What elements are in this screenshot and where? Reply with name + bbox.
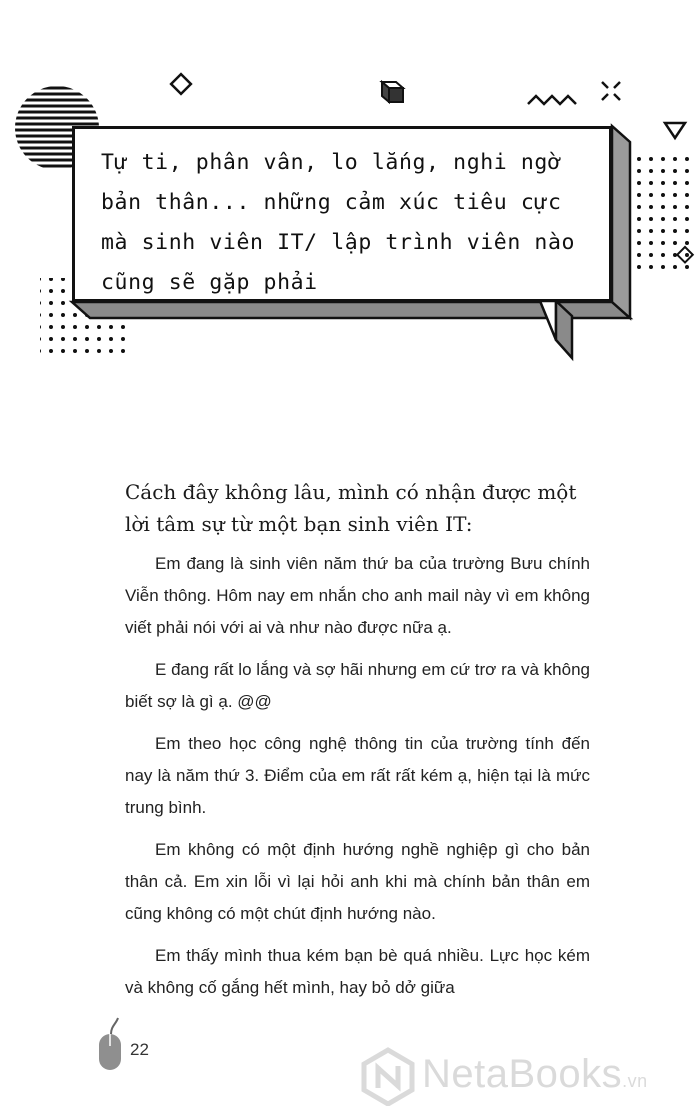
watermark: [360, 1046, 680, 1110]
letter-paragraph-2: E đang rất lo lắng và sợ hãi nhưng em cứ trơ ra và không biết sợ là gì ạ. @@: [125, 660, 590, 711]
title-line-4: cũng sẽ gặp phải: [101, 270, 318, 295]
title-line-3: mà sinh viên IT/ lập trình viên nào: [101, 230, 576, 255]
computer-mouse-icon: [96, 1014, 126, 1074]
watermark-suffix: .vn: [622, 1071, 648, 1091]
letter-paragraph-5: Em thấy mình thua kém bạn bè quá nhiều. Lực học kém và không cố gắng hết mình, hay bỏ dở giữa: [125, 946, 590, 997]
diamond-outline-icon: [171, 74, 191, 94]
page-number: 22: [130, 1040, 149, 1059]
watermark-brand: NetaBooks: [422, 1052, 623, 1096]
cross-mark-icon: [602, 82, 620, 100]
netabooks-logo-icon: [360, 1046, 416, 1106]
chapter-title-box: [72, 126, 612, 302]
triangle-outline-icon: [665, 123, 685, 138]
title-line-2: bản thân... những cảm xúc tiêu cực: [101, 190, 562, 215]
cube-icon: [382, 82, 403, 102]
intro-paragraph: Cách đây không lâu, mình có nhận được một lời tâm sự từ một bạn sinh viên IT:: [125, 480, 577, 536]
letter-paragraph-1: Em đang là sinh viên năm thứ ba của trường Bưu chính Viễn thông. Hôm nay em nhắn cho anh mail này vì em không viết phải nói với ai và như nào được nữa ạ.: [125, 554, 590, 637]
zigzag-icon: [528, 96, 576, 104]
letter-paragraph-4: Em không có một định hướng nghề nghiệp gì cho bản thân cả. Em xin lỗi vì lại hỏi anh khi mà chính bản thân em cũng không có một chút định hướng nào.: [125, 840, 590, 923]
title-line-1: Tự ti, phân vân, lo lắng, nghi ngờ: [101, 150, 562, 175]
letter-paragraph-3: Em theo học công nghệ thông tin của trường tính đến nay là năm thứ 3. Điểm của em rất rất kém ạ, hiện tại là mức trung bình.: [125, 734, 590, 817]
letter-body: [125, 548, 590, 1014]
